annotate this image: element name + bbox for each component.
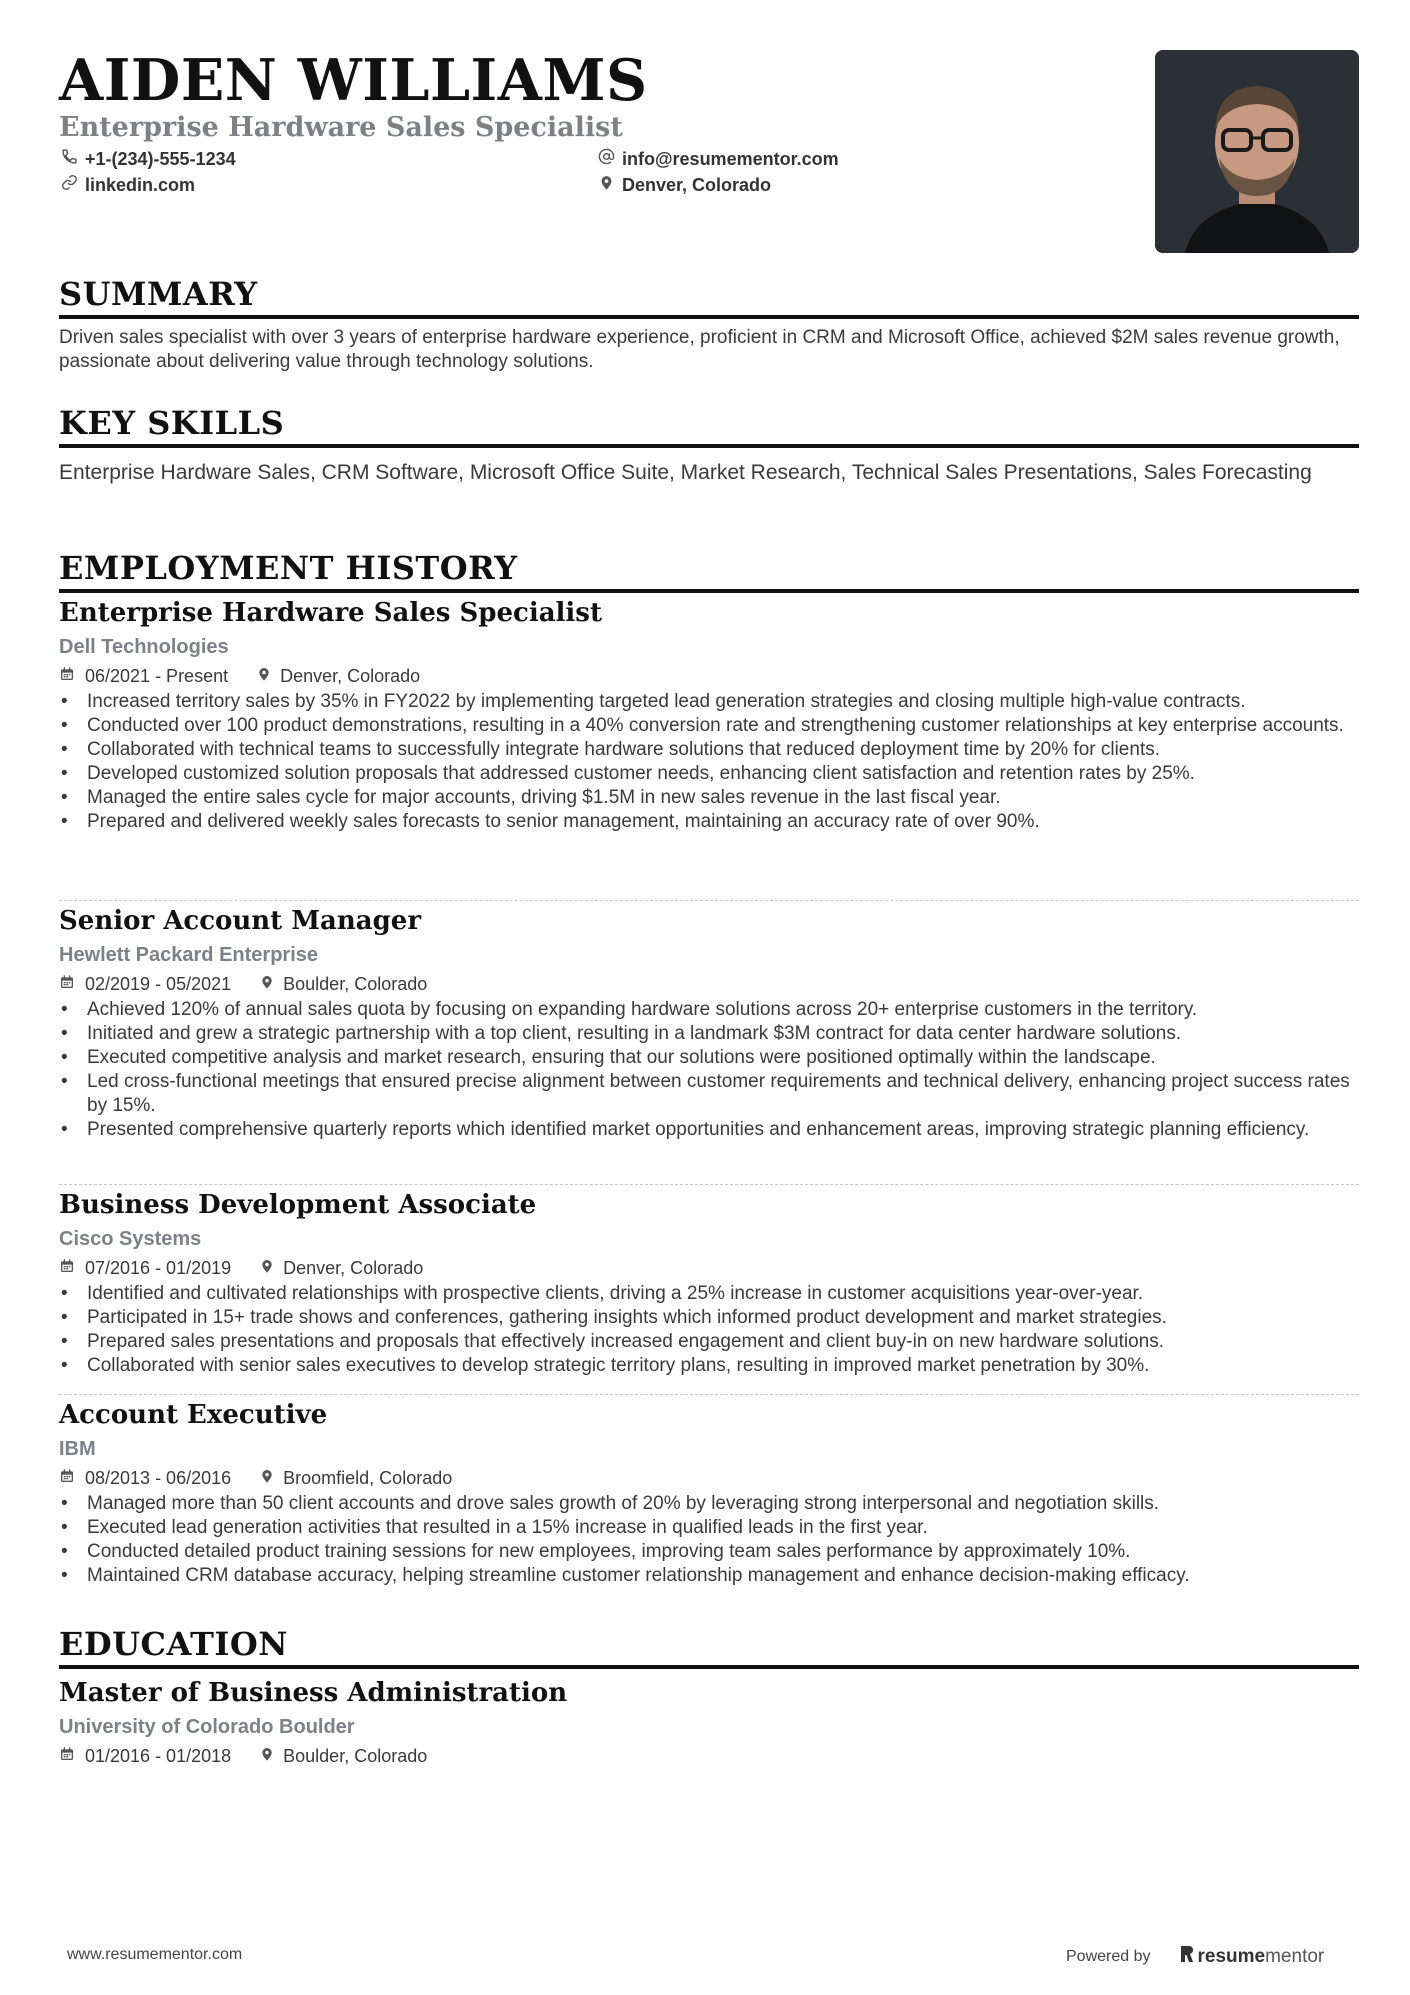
job-bullet: • Conducted detailed product training sessions for new employees, improving team sales performance by approximately 10%.	[59, 1540, 1359, 1564]
job-bullet: • Identified and cultivated relationships with prospective clients, driving a 25% increase in customer acquisitions year-over-year.	[59, 1282, 1359, 1306]
job-title: Senior Account Manager	[59, 906, 422, 936]
job-meta	[59, 1466, 1359, 1490]
job-bullet: • Managed more than 50 client accounts and drove sales growth of 20% by leveraging strong interpersonal and negotiation skills.	[59, 1492, 1359, 1516]
section-title-education: EDUCATION	[59, 1623, 1359, 1669]
brand-logo[interactable]	[1179, 1944, 1325, 1970]
job-bullets	[59, 1282, 1359, 1378]
map-pin-icon	[598, 174, 615, 196]
section-title-summary: SUMMARY	[59, 273, 1359, 319]
section-title-employment: EMPLOYMENT HISTORY	[59, 547, 1359, 593]
job-company: Cisco Systems	[59, 1228, 202, 1250]
phone-text: +1-(234)-555-1234	[85, 148, 236, 169]
candidate-headline: Enterprise Hardware Sales Specialist	[59, 112, 623, 143]
job-bullet: • Prepared and delivered weekly sales forecasts to senior management, maintaining an accuracy rate of over 90%.	[59, 810, 1359, 834]
job-bullet: • Collaborated with senior sales executives to develop strategic territory plans, resulting in improved market penetration by 30%.	[59, 1354, 1359, 1378]
job-bullet: • Maintained CRM database accuracy, helping streamline customer relationship management and enhance decision-making efficacy.	[59, 1564, 1359, 1588]
map-pin-icon	[256, 666, 272, 687]
job-bullet: • Executed lead generation activities that resulted in a 15% increase in qualified leads in the first year.	[59, 1516, 1359, 1540]
phone-icon	[61, 148, 78, 170]
powered-by	[1066, 1944, 1324, 1970]
job-dates: 02/2019 - 05/2021	[85, 973, 232, 994]
job-bullet: • Developed customized solution proposals that addressed customer needs, enhancing client satisfaction and retention rates by 25%.	[59, 762, 1359, 786]
job-bullet: • Executed competitive analysis and market research, ensuring that our solutions were positioned optimally within the landscape.	[59, 1046, 1359, 1070]
job-dates: 08/2013 - 06/2016	[85, 1467, 232, 1488]
job-bullet: • Participated in 15+ trade shows and conferences, gathering insights which informed product development and market strategies.	[59, 1306, 1359, 1330]
calendar-icon	[59, 1746, 75, 1767]
job-company: Hewlett Packard Enterprise	[59, 944, 318, 966]
job-meta	[59, 972, 1359, 996]
brand-mark-icon	[1179, 1944, 1198, 1970]
job-location: Broomfield, Colorado	[283, 1467, 453, 1488]
linkedin-text: linkedin.com	[85, 174, 196, 195]
candidate-name: AIDEN WILLIAMS	[59, 47, 648, 114]
calendar-icon	[59, 974, 75, 995]
calendar-icon	[59, 1468, 75, 1489]
job-dates: 07/2016 - 01/2019	[85, 1257, 232, 1278]
job-title: Business Development Associate	[59, 1190, 537, 1220]
job-title: Account Executive	[59, 1400, 328, 1430]
job-location: Denver, Colorado	[283, 1257, 424, 1278]
job-divider	[59, 1394, 1359, 1395]
job-bullets	[59, 690, 1359, 834]
resume-page	[59, 0, 1359, 1995]
job-bullets	[59, 998, 1359, 1142]
job-bullet: • Increased territory sales by 35% in FY2022 by implementing targeted lead generation strategies and closing multiple high-value contracts.	[59, 690, 1359, 714]
map-pin-icon	[259, 1468, 275, 1489]
contact-phone	[61, 148, 236, 170]
education-location: Boulder, Colorado	[283, 1745, 428, 1766]
job-bullet: • Initiated and grew a strategic partnership with a top client, resulting in a landmark $3M contract for data center hardware solutions.	[59, 1022, 1359, 1046]
map-pin-icon	[259, 974, 275, 995]
link-icon	[61, 174, 78, 196]
at-sign-icon	[598, 148, 615, 170]
job-bullet: • Conducted over 100 product demonstrations, resulting in a 40% conversion rate and strengthening customer relationships at key enterprise accounts.	[59, 714, 1359, 738]
job-bullet: • Prepared sales presentations and proposals that effectively increased engagement and client buy-in on new hardware solutions.	[59, 1330, 1359, 1354]
skills-text: Enterprise Hardware Sales, CRM Software, Microsoft Office Suite, Market Research, Technical Sales Presentations, Sales Forecasting	[59, 461, 1312, 484]
location-text: Denver, Colorado	[622, 174, 772, 195]
degree-title: Master of Business Administration	[59, 1678, 568, 1708]
map-pin-icon	[259, 1746, 275, 1767]
job-meta	[59, 1256, 1359, 1280]
job-entry	[59, 1398, 1359, 1588]
contact-email	[598, 148, 839, 170]
school-name: University of Colorado Boulder	[59, 1716, 355, 1738]
job-company: IBM	[59, 1438, 96, 1460]
job-entry	[59, 1188, 1359, 1378]
brand-name-light: mentor	[1265, 1946, 1325, 1967]
job-location: Boulder, Colorado	[283, 973, 428, 994]
education-meta	[59, 1744, 1359, 1768]
email-text: info@resumementor.com	[622, 148, 839, 169]
contact-linkedin	[61, 174, 195, 196]
education-dates: 01/2016 - 01/2018	[85, 1745, 232, 1766]
job-company: Dell Technologies	[59, 636, 229, 658]
job-entry	[59, 904, 1359, 1142]
job-entry	[59, 596, 1359, 834]
job-bullet: • Managed the entire sales cycle for major accounts, driving $1.5M in new sales revenue in the last fiscal year.	[59, 786, 1359, 810]
job-divider	[59, 1184, 1359, 1185]
contact-location	[598, 174, 771, 196]
calendar-icon	[59, 1258, 75, 1279]
calendar-icon	[59, 666, 75, 687]
job-bullet: • Achieved 120% of annual sales quota by focusing on expanding hardware solutions across 20+ enterprise customers in the territory.	[59, 998, 1359, 1022]
job-bullet: • Collaborated with technical teams to successfully integrate hardware solutions that reduced deployment time by 20% for clients.	[59, 738, 1359, 762]
job-bullet: • Presented comprehensive quarterly reports which identified market opportunities and enhancement areas, improving strategic planning efficiency.	[59, 1118, 1359, 1142]
profile-photo	[1155, 50, 1359, 253]
job-bullet: • Led cross-functional meetings that ensured precise alignment between customer requirements and technical delivery, enhancing project success rates by 15%.	[59, 1070, 1359, 1118]
education-entry	[59, 1676, 1359, 1768]
brand-name-bold: resume	[1197, 1946, 1266, 1967]
summary-text: Driven sales specialist with over 3 years of enterprise hardware experience, proficient in CRM and Microsoft Office, achieved $2M sales revenue growth, passionate about delivering value through technology solutions.	[59, 327, 1340, 372]
powered-by-label: Powered by	[1066, 1948, 1151, 1965]
job-location: Denver, Colorado	[280, 665, 421, 686]
job-bullets	[59, 1492, 1359, 1588]
footer-website-link[interactable]: www.resumementor.com	[67, 1946, 243, 1963]
job-divider	[59, 900, 1359, 901]
job-dates: 06/2021 - Present	[85, 665, 229, 686]
job-title: Enterprise Hardware Sales Specialist	[59, 598, 602, 628]
section-title-skills: KEY SKILLS	[59, 402, 1359, 448]
map-pin-icon	[259, 1258, 275, 1279]
job-meta	[59, 664, 1359, 688]
